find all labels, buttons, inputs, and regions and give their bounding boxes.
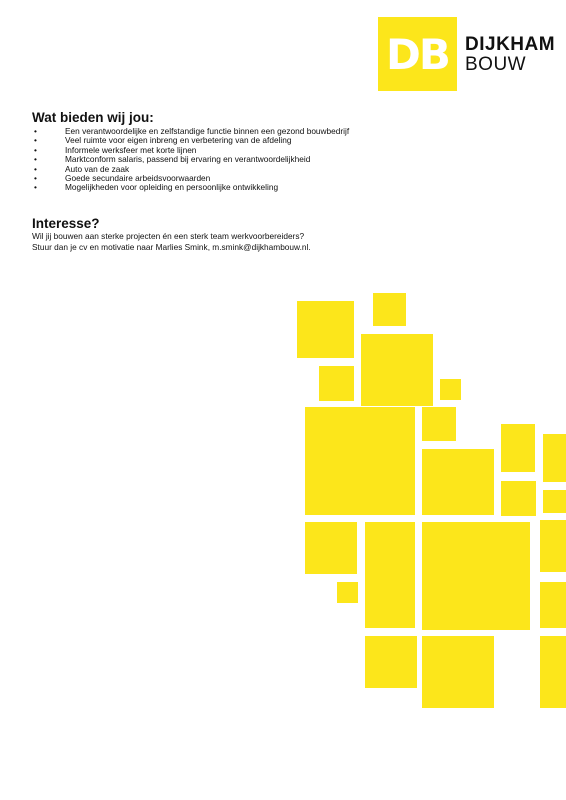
deco-square: [365, 636, 417, 688]
list-item: • Veel ruimte voor eigen inbreng en verbetering van de afdeling: [32, 136, 349, 145]
interest-section: [32, 216, 311, 252]
logo-name: DIJKHAM: [465, 34, 556, 55]
list-item: • Mogelijkheden voor opleiding en persoonlijke ontwikkeling: [32, 183, 349, 192]
list-item: • Goede secundaire arbeidsvoorwaarden: [32, 174, 349, 183]
deco-square: [365, 522, 415, 628]
deco-square: [361, 334, 433, 406]
logo-sub: BOUW: [465, 54, 527, 75]
list-item: • Een verantwoordelijke en zelfstandige functie binnen een gezond bouwbedrijf: [32, 127, 349, 136]
list-item: • Marktconform salaris, passend bij ervaring en verantwoordelijkheid: [32, 155, 349, 164]
deco-square: [540, 520, 566, 572]
interest-heading: Interesse?: [32, 216, 100, 231]
deco-square: [297, 301, 354, 358]
offer-list: [32, 127, 349, 193]
deco-square: [422, 449, 494, 515]
deco-square: [305, 522, 357, 574]
deco-square: [422, 522, 530, 630]
offer-heading: Wat bieden wij jou:: [32, 110, 154, 125]
deco-square: [501, 424, 535, 472]
deco-square: [422, 636, 494, 708]
deco-square: [540, 636, 566, 708]
deco-square: [422, 407, 456, 441]
list-item: • Auto van de zaak: [32, 165, 349, 174]
interest-line-1: Wil jij bouwen aan sterke projecten én een sterk team werkvoorbereiders?: [32, 231, 305, 241]
interest-line-2-text: Stuur dan je cv en motivatie naar Marlies Smink, m.smink@dijkhambouw.nl.: [32, 241, 311, 252]
deco-square: [373, 293, 406, 326]
deco-square: [337, 582, 358, 603]
deco-square: [319, 366, 354, 401]
deco-square: [543, 490, 566, 513]
list-item: • Informele werksfeer met korte lijnen: [32, 146, 349, 155]
deco-square: [543, 434, 566, 482]
deco-square: [540, 582, 566, 628]
company-logo: [378, 17, 566, 91]
deco-square: [440, 379, 461, 400]
logo-mark-letters: DB: [386, 29, 449, 79]
offer-section: [32, 110, 349, 193]
deco-square: [305, 407, 415, 515]
deco-square: [501, 481, 536, 516]
interest-line-2: [32, 243, 311, 253]
